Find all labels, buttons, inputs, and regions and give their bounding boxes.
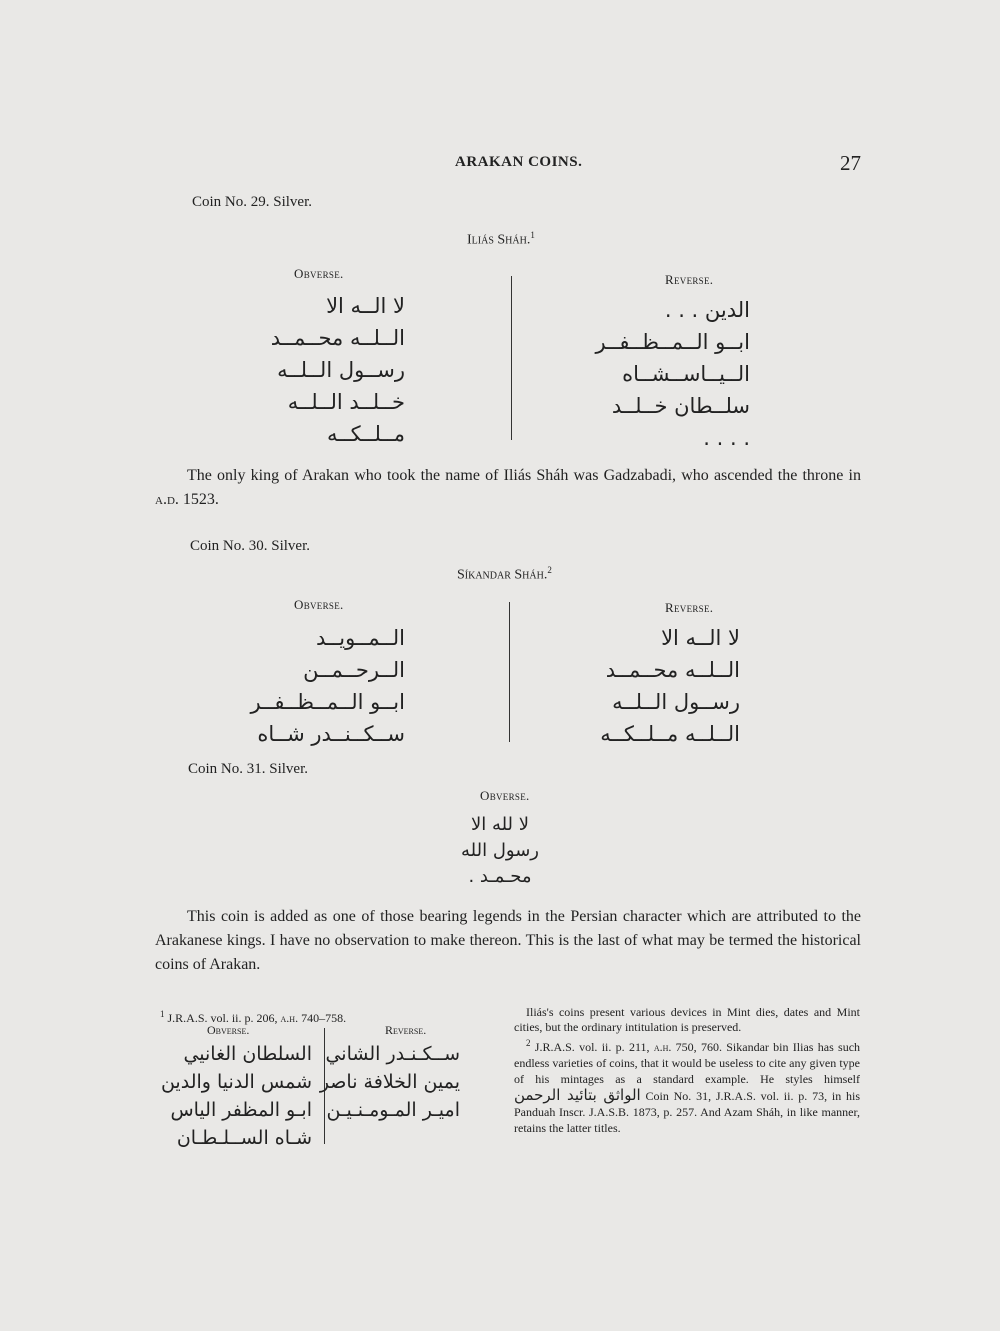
coin-30-reverse-legend [575,622,740,750]
footnote-2-citation: J.R.A.S. vol. ii. p. 211, [534,1040,650,1054]
legend-line: خــلــد الــلــه [287,390,405,414]
coin-29-reverse-legend [580,294,750,454]
legend-line: اميـر المـومـنـيـن [326,1099,460,1121]
legend-line: رســول الــلــه [277,358,405,382]
footnote-2-text: 750, 760. Sikandar bin Ilias has such endless varieties of coins, that it would be useless to cite any given type of his mintages as a standard example. He styles himself [514,1040,861,1086]
legend-line: الدين . . . [664,298,750,322]
footnote-1-reverse-label: Reverse. [385,1023,427,1037]
legend-line: ابــو الــمــظــفــر [250,690,405,714]
paragraph-1-text: The only king of Arakan who took the name of Iliás Sháh was Gadzabadi, who ascended the throne in [187,467,861,484]
legend-line: شمس الدنيا والدين [160,1071,312,1093]
legend-line: الــلــه محــمــد [270,326,405,350]
legend-line: يمين الخلافة ناصر [319,1071,460,1093]
legend-line: . . . . [703,426,750,450]
footnote-1-years: 740–758. [301,1011,347,1025]
footnote-1-mark: 1 [160,1009,165,1019]
legend-line: مــلــكــه [327,422,405,446]
era-abbrev: a.h. [653,1040,672,1054]
footnote-2-text-end: Coin No. 31, J.R.A.S. vol. ii. p. 73, in his Panduah Inscr. J.A.S.B. 1873, p. 257. And Azam Sháh, in like manner, retains the latter titles. [514,1089,860,1135]
legend-line: الــلــه مــلــكــه [600,722,740,746]
page-number: 27 [840,151,861,175]
legend-line: لا الــه الا [661,626,740,650]
legend-line: الــرحــمــن [303,658,405,682]
legend-line: الــيــاســشــاه [622,362,750,386]
paragraph-2: This coin is added as one of those bearing legends in the Persian character which are attributed to the Arakanese kings. I have no observation to make thereon. This is the last of what may be termed the historical coins of Arakan. [155,908,861,973]
legend-line: ســكــنــدر شــاه [257,722,405,746]
footnote-1-obverse-label: Obverse. [207,1023,250,1037]
footnote-1-reverse-legend [319,1040,460,1124]
legend-line: ابـو المظفر الياس [170,1099,312,1121]
coin-31-obverse-label: Obverse. [480,788,530,803]
footnote-ref-2: 2 [547,565,552,575]
coin-29-reverse-label: Reverse. [665,272,714,287]
coin-30-label: Coin No. 30. Silver. [190,538,311,554]
footnote-2 [514,1035,860,1136]
footnote-2-arabic-title: الواثق بتائيد الرحمن [514,1086,641,1104]
coin-30-ruler-text: Síkandar Sháh. [457,567,548,583]
coin-31-label: Coin No. 31. Silver. [188,761,309,777]
footnote-2-mark: 2 [526,1038,531,1048]
coin-31-obverse-legend [440,812,560,890]
legend-line: لا لله الا [470,814,530,835]
legend-line: رسول الله [461,840,539,861]
running-header: ARAKAN COINS. [455,154,583,170]
legend-line: لا الــه الا [326,294,405,318]
footnote-ref-1: 1 [530,230,535,240]
era-abbrev: a.d. [155,491,179,508]
coin-30-ruler-name [457,565,552,584]
coin-29-label: Coin No. 29. Silver. [192,194,313,210]
legend-line: الــمــويــد [315,626,405,650]
legend-line: الــلــه محــمــد [605,658,740,682]
coin-29-ruler-text: Iliás Sháh. [467,232,531,248]
legend-line: شـاه الســلـطـان [176,1127,312,1149]
coin-30-reverse-label: Reverse. [665,600,714,615]
legend-line: رســول الــلــه [612,690,740,714]
legend-line: محـمـد . [468,866,532,887]
coin-30-divider [509,602,510,742]
year: 1523. [182,491,219,508]
coin-29-ruler-name [467,230,535,249]
coin-29-divider [511,276,512,440]
footnote-1-continuation: Iliás's coins present various devices in Mint dies, dates and Mint cities, but the ordinary intitulation is preserved. [514,1005,860,1034]
legend-line: السلطان الغانيي [183,1043,312,1065]
legend-line: سلــطان خــلــد [611,394,750,418]
era-abbrev: a.h. [280,1011,299,1025]
footnote-1-obverse-legend [150,1040,312,1152]
legend-line: ابــو الــمــظــفــر [595,330,750,354]
coin-29-obverse-legend [235,290,405,450]
footnote-1-citation [160,1007,400,1026]
coin-29-obverse-label: Obverse. [294,266,344,281]
coin-30-obverse-label: Obverse. [294,597,344,612]
paragraph-1 [155,464,861,512]
coin-30-obverse-legend [235,622,405,750]
footnote-1-citation-text: J.R.A.S. vol. ii. p. 206, [167,1011,278,1025]
legend-line: ســكـنـدر الشاني [325,1043,460,1065]
